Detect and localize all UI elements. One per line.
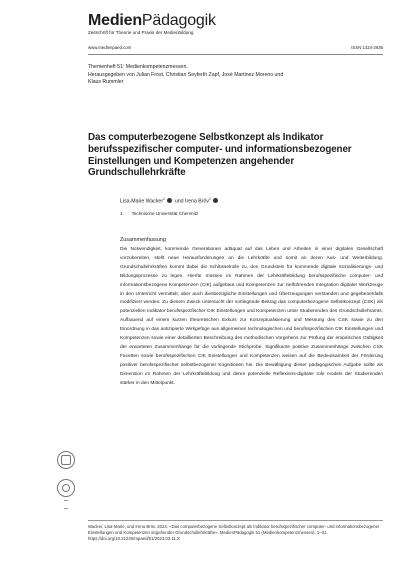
journal-website[interactable]: www.medienpaed.com	[88, 45, 132, 50]
abstract-heading: Zusammenfassung	[120, 237, 166, 243]
affiliation	[120, 211, 198, 217]
orcid-icon[interactable]	[167, 198, 172, 203]
open-access-icon-ring	[62, 484, 70, 492]
open-access-icon	[57, 479, 75, 497]
issue-editors: Herausgegeben von Julian Frost, Christian Seyferth Zapf, José Martinez Moreno und Klaus Rummler	[88, 71, 284, 86]
citation-footer: Wacker, Lisa-Marie, und Irena Bröv. 2023. «Das computerbezogene Selbstkonzept als Indikator berufsspezifischer computer- und informationsbezogener Einstellungen und Kompetenzen angehender Grundschullehrkräfte». MedienPädagogik 51 (Medienkompetenzmessen): 1–31. https://doi.org/10.21240/mpaed/51/2023.03.11.X	[88, 524, 380, 542]
journal-subtitle: Zeitschrift für Theorie und Praxis der Medienbildung	[88, 30, 194, 35]
affiliation-number: 1	[120, 211, 123, 216]
margin-tick	[64, 508, 68, 509]
header-rule	[88, 54, 383, 55]
author-line: Lisa-Marie Wacker$^1$ und Irena Bröv$^1$	[120, 196, 219, 206]
article-title: Das computerbezogene Selbstkonzept als Indikator berufsspezifischer computer- und informationsbezogener Einstellungen und Kompetenzen angehender Grundschullehrkräfte	[88, 132, 352, 179]
orcid-icon[interactable]	[213, 198, 218, 203]
issue-theme: Themenheft 51: Medienkompetenzmessen.	[88, 64, 188, 70]
author-2: Irena Bröv	[185, 198, 209, 205]
footer-rule	[88, 520, 383, 521]
margin-tick	[64, 500, 68, 501]
journal-issn: ISSN 1424-3636	[351, 45, 383, 50]
logo-light: Pädagogik	[141, 12, 216, 29]
license-icon	[57, 451, 75, 469]
affiliation-name: Technische Universität Chemnitz	[131, 211, 199, 216]
journal-logo	[88, 12, 216, 30]
logo-bold: Medien	[88, 12, 142, 29]
author-1: Lisa-Marie Wacker	[120, 198, 164, 205]
author-connector: und	[174, 198, 184, 205]
issue-meta	[88, 64, 288, 87]
license-icon-frame	[61, 455, 71, 465]
abstract-text: Die Notwendigkeit, kommende Generationen adäquat auf das Leben und Arbeiten in einer digitalen Gesellschaft vorzubereiten, stellt neue Herausforderungen an die Lehrkräfte und somit an deren Aus- und Weiterbildung. Grundschullehrkräften kommt dabei die Schlüsselrolle zu, den Grundstein für kommende digitale Sozialisierungs- und Bildungsprozesse zu legen. Hierfür müssen im Rahmen der Lehrkräftebildung berufsspezifische computer- und informationsbezogene Kompetenzen (CIK) aufgebaut und Kompetenzen zur zielführenden Integration digitaler Werkzeuge in den Unterricht vermittelt, aber auch diesbezügliche Einstellungen und Überzeugungen verstanden und gegebenenfalls modifiziert werden. Zu diesem Zweck untersucht der vorliegende Beitrag das computerbezogene Selbstkonzept (CSK) als potenziellen Indikator berufsspezifischer CIK Einstellungen und Kompetenzen unter Studierenden des Grundschullehramts. Aufbauend auf einem kurzen theoretischen Exkurs zur Konzeptualisierung und Messung des CSK sowie zu den Einordnung in das antizipierte Wirkgefüge aus allgemeinen technologischen und berufsspezifischen CIK Einstellungen und Kompetenzen sowie einer detaillierten Beschreibung des methodischen Vorgehens zur Prüfung der empirischen Gültigkeit der erwarteten Zusammenhänge für die vorliegende Stichprobe. Signifikante positive Zusammenhänge zwischen CSK Facetten sowie berufsspezifischen CIK Einstellungen und Kompetenzen weisen auf die Bedeutsamkeit der Förderung positiver berufsspezifischer selbstbezogener Kognitionen hin. Die Bewältigung dieser pädagogischen Aufgabe sollte als Dimension im Rahmen der Lehrkräftebildung und deren potenzielle Reflexions-digitaler role models der Studierenden stärker in den Mittelpunkt.	[120, 247, 383, 386]
